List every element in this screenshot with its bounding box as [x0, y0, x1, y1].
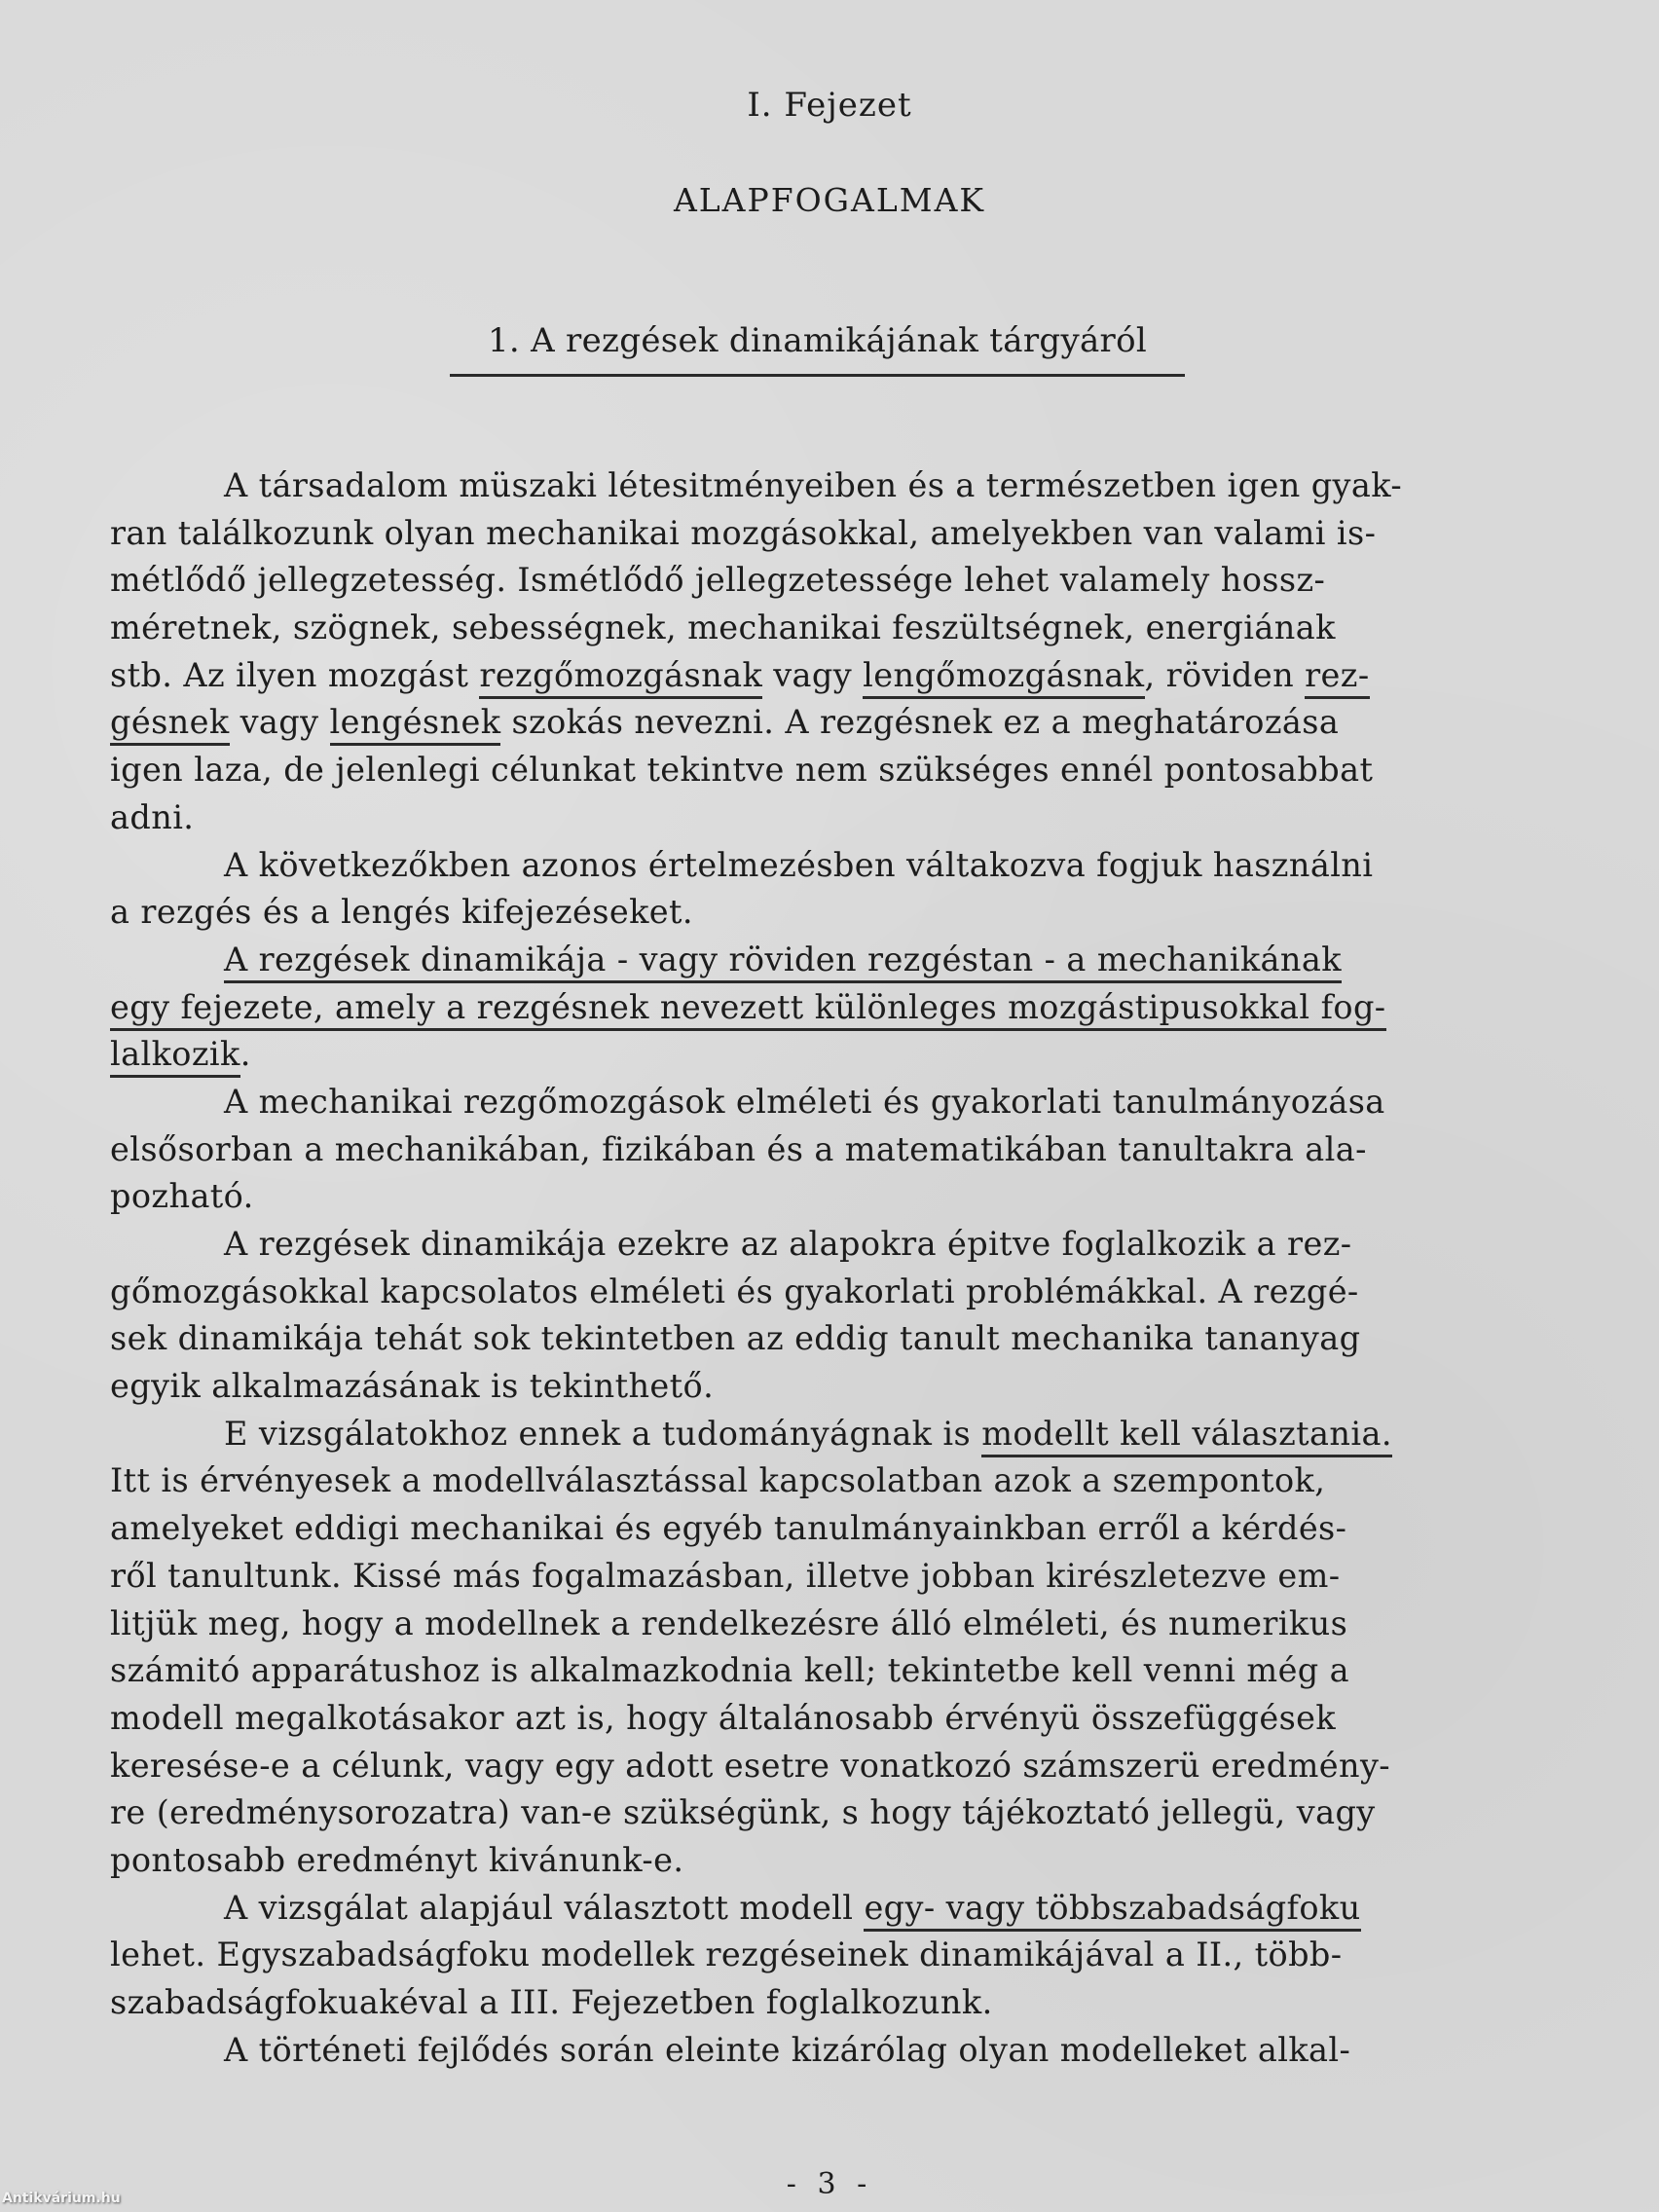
- text-line: [110, 1126, 1531, 1174]
- text-line: [110, 557, 1531, 605]
- text-segment: adni.: [110, 797, 195, 836]
- underlined-term: rezgőmozgásnak: [479, 656, 762, 699]
- underlined-term: gésnek: [110, 703, 230, 746]
- text-line: [110, 699, 1531, 747]
- text-line: [110, 1932, 1531, 1979]
- text-segment: vagy: [229, 703, 330, 742]
- underlined-term: lalkozik: [110, 1035, 240, 1078]
- text-segment: a rezgés és a lengés kifejezéseket.: [110, 893, 693, 932]
- text-segment: E vizsgálatokhoz ennek a tudományágnak is: [224, 1414, 982, 1453]
- text-segment: gőmozgásokkal kapcsolatos elméleti és gyakorlati problémákkal. A rezgé-: [110, 1272, 1359, 1310]
- text-line: [110, 1743, 1531, 1790]
- page-number: - 3 -: [786, 2167, 873, 2201]
- text-line: [110, 1695, 1531, 1743]
- text-segment: , röviden: [1144, 655, 1306, 694]
- text-line: [110, 1315, 1531, 1363]
- text-segment: modell megalkotásakor azt is, hogy általánosabb érvényü összefüggések: [110, 1698, 1337, 1737]
- text-segment: A vizsgálat alapjául választott modell: [224, 1888, 865, 1927]
- text-segment: A mechanikai rezgőmozgások elméleti és gyakorlati tanulmányozása: [224, 1082, 1385, 1121]
- text-line: [110, 1979, 1531, 2027]
- text-line: [110, 1837, 1531, 1885]
- text-segment: re (eredménysorozatra) van-e szükségünk, s hogy tájékoztató jellegü, vagy: [110, 1793, 1376, 1832]
- text-line: [110, 605, 1531, 652]
- text-line: [110, 984, 1531, 1032]
- underlined-term: lengésnek: [330, 703, 501, 746]
- text-line: [110, 1505, 1531, 1553]
- text-line: [110, 652, 1531, 700]
- underlined-term: lengőmozgásnak: [863, 656, 1144, 699]
- text-segment: Itt is érvényesek a modellválasztással kapcsolatban azok a szempontok,: [110, 1461, 1326, 1500]
- text-line: [110, 1457, 1531, 1505]
- text-segment: pontosabb eredményt kivánunk-e.: [110, 1840, 684, 1879]
- underlined-term: rez-: [1305, 656, 1369, 699]
- text-line: [110, 510, 1531, 558]
- text-segment: litjük meg, hogy a modellnek a rendelkezésre álló elméleti, és numerikus: [110, 1604, 1348, 1642]
- text-segment: métlődő jellegzetesség. Ismétlődő jellegzetessége lehet valamely hossz-: [110, 561, 1326, 600]
- body-text: [110, 462, 1531, 2074]
- text-segment: vagy: [762, 655, 864, 694]
- text-segment: méretnek, szögnek, sebességnek, mechanikai feszültségnek, energiának: [110, 608, 1336, 647]
- text-segment: szokás nevezni. A rezgésnek ez a meghatározása: [500, 703, 1340, 742]
- text-line: [110, 1079, 1531, 1126]
- underlined-term: A rezgések dinamikája - vagy röviden rezgéstan - a mechanikának: [224, 940, 1342, 983]
- text-segment: igen laza, de jelenlegi célunkat tekintve nem szükséges ennél pontosabbat: [110, 751, 1374, 790]
- text-segment: stb. Az ilyen mozgást: [110, 655, 480, 694]
- text-segment: lehet. Egyszabadságfoku modellek rezgéseinek dinamikájával a II., több-: [110, 1936, 1343, 1974]
- text-segment: elsősorban a mechanikában, fizikában és a matematikában tanultakra ala-: [110, 1129, 1367, 1168]
- text-line: [110, 1647, 1531, 1695]
- text-segment: szabadságfokuakéval a III. Fejezetben foglalkozunk.: [110, 1983, 993, 2021]
- chapter-title: ALAPFOGALMAK: [673, 181, 986, 219]
- text-line: [110, 1031, 1531, 1079]
- text-line: [110, 1221, 1531, 1269]
- text-segment: A következőkben azonos értelmezésben váltakozva fogjuk használni: [224, 845, 1374, 884]
- text-line: [110, 794, 1531, 842]
- text-segment: ről tanultunk. Kissé más fogalmazásban, illetve jobban kirészletezve em-: [110, 1556, 1341, 1595]
- underlined-term: egy- vagy többszabadságfoku: [864, 1889, 1360, 1932]
- text-segment: sek dinamikája tehát sok tekintetben az eddig tanult mechanika tananyag: [110, 1319, 1361, 1358]
- text-line: [110, 889, 1531, 937]
- watermark-logo: Antikvárium.hu: [2, 2191, 121, 2206]
- text-segment: pozható.: [110, 1177, 254, 1216]
- text-line: [110, 747, 1531, 794]
- section-heading: 1. A rezgések dinamikájának tárgyáról: [450, 321, 1185, 377]
- text-segment: A társadalom müszaki létesitményeiben és a természetben igen gyak-: [224, 466, 1403, 504]
- text-segment: amelyeket eddigi mechanikai és egyéb tanulmányainkban erről a kérdés-: [110, 1509, 1347, 1548]
- text-segment: keresése-e a célunk, vagy egy adott esetre vonatkozó számszerü eredmény-: [110, 1746, 1391, 1785]
- text-segment: A rezgések dinamikája ezekre az alapokra épitve foglalkozik a rez-: [224, 1225, 1352, 1263]
- text-line: [110, 1363, 1531, 1411]
- text-line: [110, 1553, 1531, 1601]
- text-line: [110, 462, 1531, 510]
- text-line: [110, 1269, 1531, 1316]
- text-line: [110, 1173, 1531, 1221]
- text-line: [110, 1789, 1531, 1837]
- underlined-term: egy fejezete, amely a rezgésnek nevezett különleges mozgástipusokkal fog-: [110, 988, 1386, 1031]
- text-line: [110, 1411, 1531, 1458]
- text-segment: .: [240, 1035, 251, 1074]
- chapter-number: I. Fejezet: [747, 86, 912, 125]
- text-line: [110, 1885, 1531, 1933]
- text-line: [110, 842, 1531, 890]
- text-line: [110, 937, 1531, 984]
- text-line: [110, 1601, 1531, 1648]
- text-segment: egyik alkalmazásának is tekinthető.: [110, 1367, 715, 1406]
- text-segment: számitó apparátushoz is alkalmazkodnia kell; tekintetbe kell venni még a: [110, 1651, 1350, 1690]
- text-segment: A történeti fejlődés során eleinte kizárólag olyan modelleket alkal-: [224, 2030, 1351, 2069]
- text-segment: ran találkozunk olyan mechanikai mozgásokkal, amelyekben van valami is-: [110, 513, 1377, 552]
- text-line: [110, 2027, 1531, 2075]
- underlined-term: modellt kell választania.: [981, 1415, 1392, 1457]
